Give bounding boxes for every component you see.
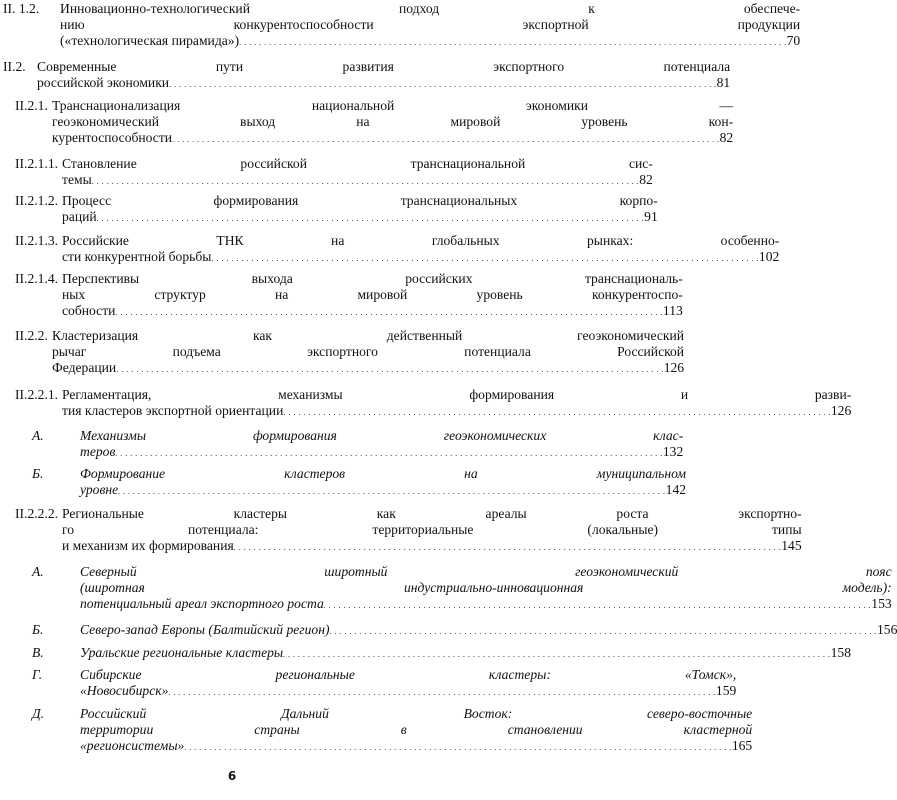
toc-entry [15,233,780,267]
dot-leader [169,75,717,93]
toc-title-line-text: «регионсистемы» [80,738,185,753]
toc-title-line [60,33,800,51]
toc-entry-number: II.2.1.1. [15,156,59,171]
dot-leader [168,683,716,701]
toc-title-line-text: и механизм их формирования [62,538,234,553]
toc-title-line-text: «Новосибирск» [80,683,169,698]
toc-entry-title [62,506,802,556]
toc-entry-title [62,156,653,190]
toc-title-line-text: сти конкурентной борьбы [62,249,212,264]
toc-title-line [37,75,730,93]
dot-leader [239,33,787,51]
toc-entry [15,387,852,421]
toc-title-line [62,209,658,227]
toc-entry [32,622,897,640]
toc-entry-number: II.2.2. [15,328,48,343]
toc-title-line: Формирование кластеров на муниципальном [80,466,687,481]
page-reference: 102 [758,249,780,264]
toc-title-line-text: Уральские региональные кластеры [80,645,284,660]
toc-title-line: Перспективы выхода российских транснациональ- [62,271,683,286]
toc-title-line-text: тия кластеров экспортной ориентации [62,403,284,418]
toc-title-line: Региональные кластеры как ареалы роста экспортно- [62,506,802,521]
page-reference: 132 [662,444,684,459]
toc-entry [32,706,753,756]
toc-entry-title [37,59,730,93]
toc-entry-title [52,328,684,378]
toc-title-line: территории страны в становлении кластерной [80,722,753,737]
page-reference: 158 [830,645,851,660]
toc-title-line-text: Северо-запад Европы (Балтийский регион) [80,622,330,637]
toc-entry-number: II.2.1.4. [15,271,59,286]
toc-title-line [80,482,686,500]
toc-title-line: геоэкономический выход на мировой уровень кон- [52,114,734,129]
toc-title-line: нию конкурентоспособности экспортной продукции [60,17,801,32]
dot-leader [115,444,663,462]
toc-entry-number: Д. [32,706,45,721]
page-reference: 153 [871,596,892,611]
toc-entry [15,271,683,321]
toc-entry-title [80,706,752,756]
toc-title-line-text: российской экономики [37,75,170,90]
dot-leader [172,130,720,148]
toc-entry-title [62,387,851,421]
toc-title-line: ных структур на мировой уровень конкурентоспо- [62,287,683,302]
toc-title-line-text: («технологическая пирамида») [60,33,240,48]
toc-entry-title [80,466,686,500]
dot-leader [118,482,666,500]
page-reference: 91 [644,209,658,224]
toc-title-line: (широтная индустриально-инновационная модель): [80,580,892,595]
toc-entry [32,645,851,663]
toc-entry [32,564,892,614]
toc-title-line: Процесс формирования транснациональных корпо- [62,193,658,208]
toc-title-line: Механизмы формирования геоэкономических клас- [80,428,684,443]
dot-leader [234,538,782,556]
toc-entry [15,156,653,190]
toc-entry-number: II.2.1.3. [15,233,59,248]
toc-entry [32,667,737,701]
toc-entry-number: А. [32,428,44,443]
toc-title-line [52,360,684,378]
toc-title-line: Сибирские региональные кластеры: «Томск», [80,667,737,682]
toc-title-line [80,645,851,663]
toc-title-line [62,538,802,556]
dot-leader [283,645,831,663]
dot-leader [97,209,645,227]
toc-entry-number: Г. [32,667,43,682]
toc-title-line: Регламентация, механизмы формирования и разви- [62,387,852,402]
toc-entry [15,506,802,556]
toc-title-line [80,683,736,701]
toc-entry-number: II.2.2.2. [15,506,59,521]
toc-title-line: Кластеризация как действенный геоэкономический [52,328,685,343]
toc-title-line: Российские ТНК на глобальных рынках: особенно- [62,233,780,248]
toc-title-line [80,444,683,462]
toc-entry-number: II.2.2.1. [15,387,59,402]
page-reference: 82 [719,130,734,145]
dot-leader [116,360,664,378]
toc-title-line: рычаг подъема экспортного потенциала Российской [52,344,685,359]
dot-leader [324,596,872,614]
toc-entry-title [52,98,733,148]
toc-entry-title [62,193,658,227]
toc-entry-number: В. [32,645,44,660]
page-reference: 82 [639,172,653,187]
page-reference: 159 [715,683,737,698]
toc-title-line [80,738,752,756]
toc-entry-number: II.2.1. [15,98,48,113]
toc-title-line [62,303,683,321]
toc-entry-number: Б. [32,622,44,637]
toc-title-line: Транснационализация национальной экономики — [52,98,734,113]
page-reference: 81 [716,75,731,90]
toc-entry-number: А. [32,564,44,579]
page-reference: 113 [662,303,683,318]
toc-entry [15,193,658,227]
toc-entry [15,328,685,378]
dot-leader [115,303,663,321]
page-reference: 142 [665,482,687,497]
dot-leader [283,403,831,421]
toc-title-line [62,403,851,421]
toc-entry [3,1,801,51]
toc-title-line: Современные пути развития экспортного потенциала [37,59,731,74]
toc-entry [32,428,684,462]
dot-leader [329,622,877,640]
toc-entry-number: II. 1.2. [3,1,40,16]
toc-title-line: го потенциала: территориальные (локальные) типы [62,522,802,537]
dot-leader [184,738,732,756]
toc-entry-title [62,233,779,267]
page-reference: 126 [663,360,685,375]
toc-title-line: Российский Дальний Восток: северо-восточные [80,706,753,721]
toc-entry-title [80,622,897,640]
page-reference: 70 [786,33,801,48]
toc-entry-title [60,1,800,51]
toc-title-line-text: теров [80,444,116,459]
dot-leader [211,249,759,267]
toc-entry [15,98,734,148]
toc-entry-number: II.2.1.2. [15,193,59,208]
toc-entry-number: Б. [32,466,44,481]
toc-title-line-text: курентоспособности [52,130,173,145]
dot-leader [92,172,640,190]
toc-title-line [80,596,892,614]
toc-title-line [62,172,653,190]
toc-entry [32,466,687,500]
toc-entry [3,59,731,93]
toc-title-line-text: темы [62,172,92,187]
toc-title-line [62,249,779,267]
page-reference: 156 [876,622,897,637]
toc-title-line-text: собности [62,303,116,318]
toc-title-line-text: потенциальный ареал экспортного роста [80,596,324,611]
toc-title-line: Северный широтный геоэкономический пояс [80,564,892,579]
toc-entry-title [80,428,683,462]
toc-entry-title [62,271,683,321]
page-number: 6 [227,769,237,783]
toc-title-line-text: уровне [80,482,119,497]
toc-title-line: Инновационно-технологический подход к обеспече- [60,1,801,16]
toc-title-line [52,130,733,148]
toc-entry-title [80,667,736,701]
page-reference: 126 [830,403,852,418]
toc-entry-title [80,564,892,614]
page-reference: 145 [781,538,802,553]
toc-title-line-text: Федерации [52,360,117,375]
toc-entry-title [80,645,851,663]
toc-title-line [80,622,897,640]
toc-entry-number: II.2. [3,59,26,74]
toc-title-line-text: раций [62,209,97,224]
page-reference: 165 [731,738,753,753]
toc-title-line: Становление российской транснациональной сис- [62,156,653,171]
